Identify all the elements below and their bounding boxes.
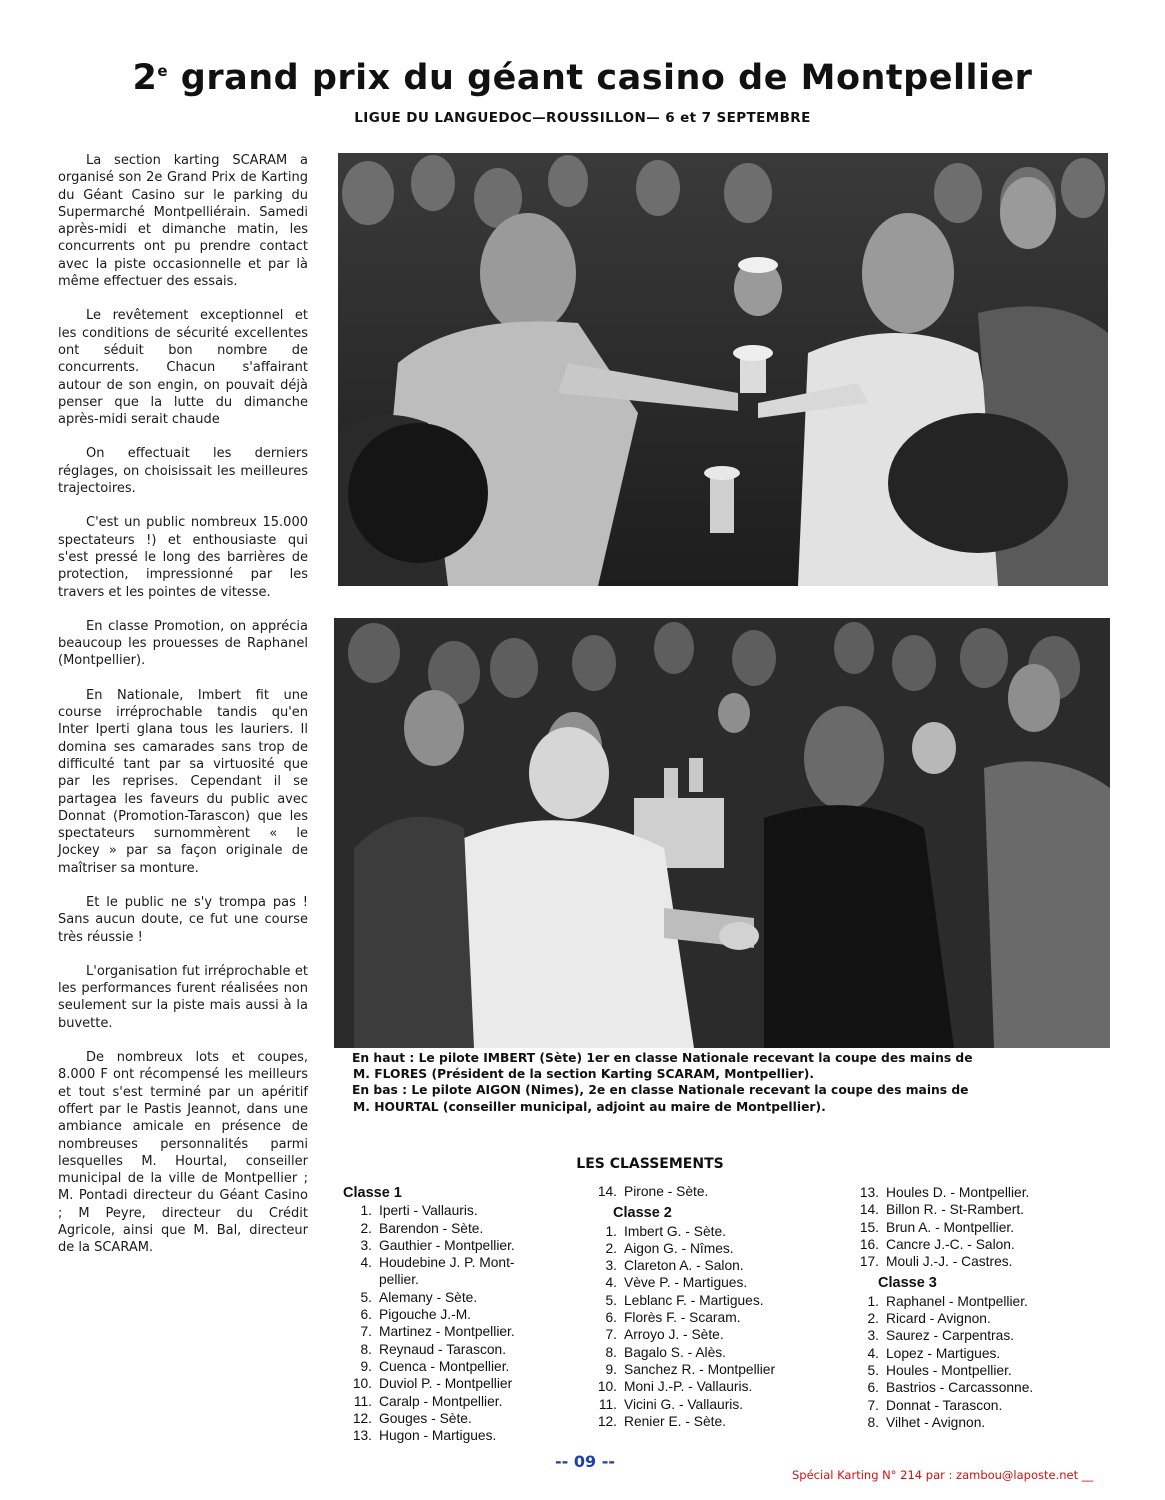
- result-row: 7. Donnat - Tarascon.: [867, 1397, 1003, 1413]
- article-paragraph: En Nationale, Imbert fit une course irréprochable tandis qu'en Inter Iperti glana tous les lauriers. Il domina ses camarades sans trop de difficulté tant par sa virtuosité que par les reprises. Cependant il se partagea les faveurs du public avec Donnat (Promotion-Tarascon) que les spectateurs surnommèrent « le Jockey » par sa façon originale de maîtriser sa monture.: [58, 687, 308, 876]
- caption-line: M. HOURTAL (conseiller municipal, adjoint au maire de Montpellier).: [353, 1099, 826, 1114]
- result-row: 13. Houles D. - Montpellier.: [859, 1185, 1030, 1200]
- result-row: 12. Renier E. - Sète.: [597, 1413, 726, 1429]
- page-number: -- 09 --: [555, 1452, 615, 1471]
- result-row: 7. Martinez - Montpellier.: [360, 1324, 515, 1340]
- result-row: 3. Clareton A. - Salon.: [605, 1258, 744, 1274]
- page-title: 2e grand prix du géant casino de Montpellier: [132, 58, 1033, 98]
- result-row: 5. Houles - Montpellier.: [867, 1362, 1012, 1378]
- photo-trophy-imbert: [338, 153, 1108, 586]
- title-superscript: e: [157, 62, 169, 80]
- article-paragraph: C'est un public nombreux 15.000 spectateurs !) et enthousiaste qui s'est pressé le long des barrières de protection, impressionné par les travers et les pointes de vitesse.: [58, 515, 308, 600]
- class-heading: Classe 1: [343, 1185, 402, 1201]
- result-row: 2. Ricard - Avignon.: [867, 1311, 991, 1327]
- result-row: 4. Lopez - Martigues.: [867, 1345, 1001, 1361]
- result-row: 17. Mouli J.-J. - Castres.: [859, 1254, 1013, 1270]
- result-row: 4. Vève P. - Martigues.: [605, 1275, 748, 1291]
- article-paragraph: Le revêtement exceptionnel et les conditions de sécurité excellentes ont séduit bon nombre de concurrents. Chacun s'affairant autour de son engin, on pouvait déjà penser que la lutte du dimanche après-midi serait chaude: [58, 308, 308, 428]
- article-paragraph: En classe Promotion, on apprécia beaucoup les prouesses de Raphanel (Montpellier).: [58, 618, 308, 669]
- result-row: 10. Duviol P. - Montpellier: [352, 1376, 513, 1392]
- result-row: 8. Vilhet - Avignon.: [867, 1414, 986, 1430]
- class-heading: Classe 2: [613, 1205, 672, 1222]
- result-row-continuation: pellier.: [379, 1272, 419, 1288]
- result-row: 2. Barendon - Sète.: [360, 1220, 484, 1236]
- result-row: 10. Moni J.-P. - Vallauris.: [597, 1379, 753, 1395]
- article-paragraph: Et le public ne s'y trompa pas ! Sans aucun doute, ce fut une course très réussie !: [58, 894, 308, 945]
- article-body: [58, 152, 308, 1274]
- result-row: 11. Vicini G. - Vallauris.: [598, 1396, 744, 1412]
- results-classe-3: [850, 1184, 1033, 1431]
- result-row: 13. Hugon - Martigues.: [352, 1428, 497, 1444]
- result-row: 6. Bastrios - Carcassonne.: [867, 1380, 1034, 1396]
- article-paragraph: On effectuait les derniers réglages, on choisissait les meilleures trajectoires.: [58, 446, 308, 497]
- article-paragraph: L'organisation fut irréprochable et les performances furent réalisées non seulement sur la piste mais aussi à la buvette.: [58, 963, 308, 1031]
- caption-line: M. FLORES (Président de la section Karting SCARAM, Montpellier).: [353, 1067, 815, 1082]
- results-classe-1: [343, 1185, 515, 1444]
- result-row: 8. Reynaud - Tarascon.: [360, 1341, 507, 1357]
- result-row: 1. Iperti - Vallauris.: [360, 1203, 478, 1219]
- caption-line: En haut : Le pilote IMBERT (Sète) 1er en classe Nationale recevant la coupe des mains de: [352, 1051, 973, 1065]
- result-row: 1. Imbert G. - Sète.: [605, 1223, 726, 1239]
- article-paragraph: La section karting SCARAM a organisé son 2e Grand Prix de Karting du Géant Casino sur le parking du Supermarché Montpelliérain. Samedi après-midi et dimanche matin, les concurrents ont pu prendre contact avec la piste occasionnelle et par là même effectuer des essais.: [58, 153, 308, 290]
- class-heading: Classe 3: [878, 1275, 937, 1292]
- result-row: 15. Brun A. - Montpellier.: [859, 1219, 1015, 1235]
- result-row: 14. Billon R. - St-Rambert.: [859, 1202, 1025, 1218]
- result-row: 9. Sanchez R. - Montpellier: [605, 1361, 776, 1377]
- article-paragraph: De nombreux lots et coupes, 8.000 F ont récompensé les meilleurs et tout s'est terminé par un apéritif offert par le Pastis Jeannot, dans une ambiance amicale en présence de nombreuses personnalités parmi lesquelles M. Hourtal, conseiller municipal de la ville de Montpellier ; M. Pontadi directeur du Géant Casino ; M Peyre, directeur du Crédit Agricole, ainsi que M. Bal, directeur de la SCARAM.: [58, 1050, 308, 1256]
- photo-caption: [352, 1050, 1087, 1115]
- result-row: 14. Pirone - Sète.: [597, 1184, 709, 1199]
- result-row: 4. Houdebine J. P. Mont-: [360, 1255, 515, 1271]
- caption-line: En bas : Le pilote AIGON (Nimes), 2e en classe Nationale recevant la coupe des mains de: [352, 1083, 969, 1098]
- result-row: 7. Arroyo J. - Sète.: [605, 1327, 724, 1343]
- result-row: 3. Gauthier - Montpellier.: [360, 1237, 515, 1253]
- result-row: 16. Cancre J.-C. - Salon.: [859, 1236, 1015, 1252]
- page-subtitle: LIGUE DU LANGUEDOC—ROUSSILLON— 6 et 7 SEPTEMBRE: [354, 110, 811, 126]
- result-row: 12. Gouges - Sète.: [352, 1410, 472, 1426]
- result-row: 5. Leblanc F. - Martigues.: [605, 1292, 764, 1308]
- photo-trophy-aigon: [334, 618, 1110, 1048]
- results-title: LES CLASSEMENTS: [576, 1156, 724, 1172]
- result-row: 8. Bagalo S. - Alès.: [605, 1344, 727, 1360]
- result-row: 6. Pigouche J.-M.: [360, 1307, 472, 1323]
- result-row: 6. Florès F. - Scaram.: [605, 1310, 741, 1326]
- result-row: 5. Alemany - Sète.: [360, 1289, 478, 1305]
- result-row: 3. Saurez - Carpentras.: [867, 1328, 1015, 1344]
- footer-credit: Spécial Karting N° 214 par : zambou@laposte.net __: [792, 1468, 1094, 1482]
- result-row: 11. Caralp - Montpellier.: [353, 1393, 503, 1409]
- result-row: 2. Aigon G. - Nîmes.: [605, 1240, 734, 1256]
- results-classe-2: [588, 1183, 775, 1430]
- result-row: 9. Cuenca - Montpellier.: [360, 1358, 510, 1374]
- result-row: 1. Raphanel - Montpellier.: [867, 1293, 1028, 1309]
